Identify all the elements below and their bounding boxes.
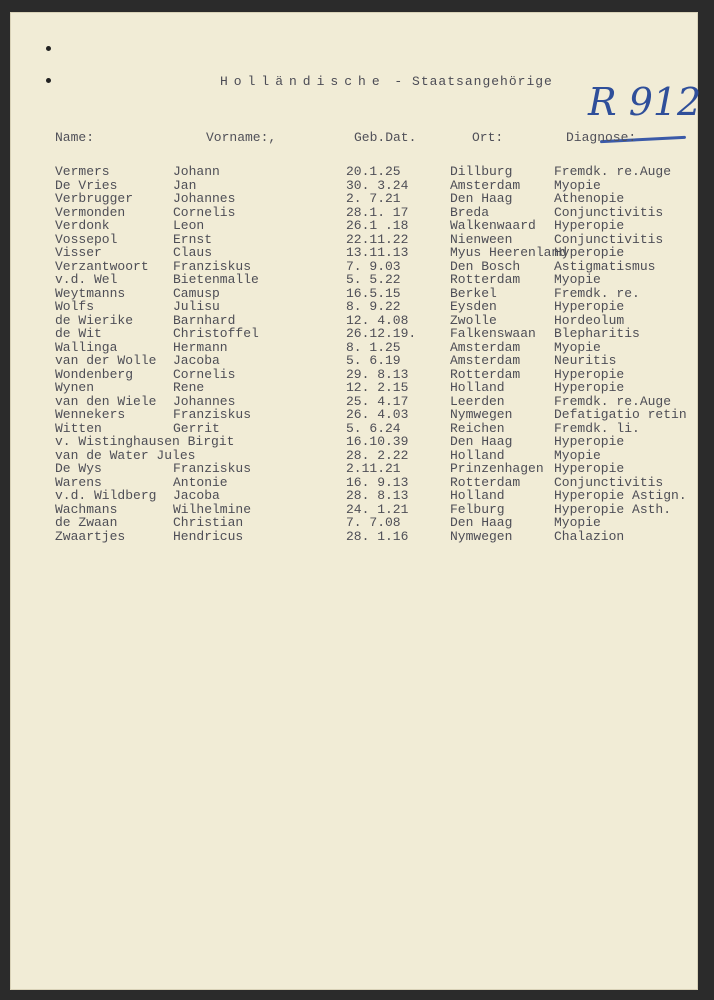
cell-name: Wallinga	[55, 339, 118, 355]
cell-name: Witten	[55, 420, 102, 436]
cell-diagnose: Chalazion	[554, 528, 625, 544]
punch-hole	[46, 78, 51, 83]
list-item	[10, 165, 698, 179]
cell-vorname: Rene	[173, 380, 205, 395]
cell-diagnose: Myopie	[554, 339, 601, 355]
cell-name: Vossepol	[55, 231, 118, 247]
cell-ort: Den Haag	[450, 434, 513, 449]
cell-diagnose: Myopie	[554, 515, 601, 530]
header-date: Geb.Dat.	[354, 130, 417, 145]
cell-vorname: Julisu	[173, 299, 220, 314]
list-item	[10, 435, 698, 449]
list-item	[10, 462, 698, 476]
cell-name: Zwaartjes	[55, 528, 126, 544]
cell-diagnose: Myopie	[554, 177, 601, 193]
cell-name: Wennekers	[55, 407, 126, 422]
cell-date: 16. 9.13	[346, 474, 409, 490]
cell-ort: Rotterdam	[450, 474, 521, 490]
cell-ort: Breda	[450, 204, 490, 220]
cell-date: 26.1 .18	[346, 218, 409, 233]
cell-ort: Rotterdam	[450, 272, 521, 287]
cell-ort: Leerden	[450, 393, 505, 409]
cell-diagnose: Conjunctivitis	[554, 204, 664, 220]
cell-diagnose: Astigmatismus	[554, 258, 656, 274]
cell-vorname: Barnhard	[173, 312, 236, 328]
cell-diagnose: Fremdk. li.	[554, 420, 640, 436]
cell-date: 22.11.22	[346, 231, 409, 247]
cell-date: 28. 8.13	[346, 488, 409, 503]
list-item	[10, 530, 698, 544]
cell-name: Visser	[55, 245, 102, 260]
cell-name: Verdonk	[55, 218, 110, 233]
cell-diagnose: Hyperopie	[554, 380, 625, 395]
cell-ort: Holland	[450, 380, 505, 395]
cell-vorname: Franziskus	[173, 407, 252, 422]
cell-date: 25. 4.17	[346, 393, 409, 409]
cell-name: v.d. Wel	[55, 272, 118, 287]
cell-diagnose: Hyperopie Asth.	[554, 501, 672, 517]
cell-ort: Amsterdam	[450, 339, 521, 355]
cell-name: De Vries	[55, 177, 118, 193]
cell-date: 28. 1.16	[346, 528, 409, 544]
cell-diagnose: Hyperopie	[554, 299, 625, 314]
cell-vorname: Claus	[173, 245, 213, 260]
cell-vorname: Hermann	[173, 339, 228, 355]
cell-date: 24. 1.21	[346, 501, 409, 517]
cell-name: Vermonden	[55, 204, 126, 220]
cell-ort: Nymwegen	[450, 528, 513, 544]
cell-diagnose: Hordeolum	[554, 312, 625, 328]
cell-name: van den Wiele	[55, 393, 157, 409]
cell-vorname: Jan	[173, 177, 197, 193]
punch-hole	[46, 46, 51, 51]
header-vorname: Vorname:,	[206, 130, 277, 145]
cell-ort: Berkel	[450, 285, 497, 301]
cell-name: van de Water Jules	[55, 447, 196, 463]
cell-name: Wolfs	[55, 299, 95, 314]
cell-diagnose: Myopie	[554, 272, 601, 287]
cell-diagnose: Fremdk. re.Auge	[554, 393, 672, 409]
list-item	[10, 246, 698, 260]
cell-date: 5. 5.22	[346, 272, 401, 287]
cell-diagnose: Conjunctivitis	[554, 474, 664, 490]
cell-name: De Wys	[55, 461, 102, 476]
list-item	[10, 273, 698, 287]
cell-diagnose: Hyperopie	[554, 461, 625, 476]
cell-vorname: Franziskus	[173, 258, 252, 274]
cell-date: 26.12.19.	[346, 326, 417, 341]
cell-vorname: Cornelis	[173, 204, 236, 220]
cell-date: 7. 7.08	[346, 515, 401, 530]
cell-date: 28.1. 17	[346, 204, 409, 220]
cell-ort: Eysden	[450, 299, 497, 314]
cell-vorname: Cornelis	[173, 366, 236, 382]
cell-vorname: Johannes	[173, 393, 236, 409]
cell-ort: Nymwegen	[450, 407, 513, 422]
list-item	[10, 219, 698, 233]
cell-name: de Wierike	[55, 312, 134, 328]
cell-diagnose: Athenopie	[554, 191, 625, 206]
cell-name: Vermers	[55, 164, 110, 179]
cell-vorname: Jacoba	[173, 353, 220, 368]
cell-vorname: Johannes	[173, 191, 236, 206]
cell-diagnose: Fremdk. re.Auge	[554, 164, 672, 179]
cell-vorname: Johann	[173, 164, 220, 179]
cell-ort: Den Haag	[450, 515, 513, 530]
cell-date: 16.5.15	[346, 285, 401, 301]
cell-vorname: Gerrit	[173, 420, 220, 436]
cell-diagnose: Hyperopie	[554, 218, 625, 233]
cell-name: van der Wolle	[55, 353, 157, 368]
list-item	[10, 408, 698, 422]
header-diagnose: Diagnose:	[566, 130, 637, 145]
list-item	[10, 516, 698, 530]
cell-vorname: Wilhelmine	[173, 501, 252, 517]
cell-date: 26. 4.03	[346, 407, 409, 422]
cell-date: 2.11.21	[346, 461, 401, 476]
cell-diagnose: Conjunctivitis	[554, 231, 664, 247]
cell-vorname: Bietenmalle	[173, 272, 259, 287]
cell-name: Verzantwoort	[55, 258, 149, 274]
cell-date: 5. 6.24	[346, 420, 401, 436]
list-item	[10, 327, 698, 341]
cell-vorname: Christoffel	[173, 326, 259, 341]
cell-vorname: Ernst	[173, 231, 213, 247]
cell-vorname: Camusp	[173, 285, 220, 301]
header-name: Name:	[55, 130, 95, 145]
cell-diagnose: Defatigatio retin	[554, 407, 687, 422]
cell-date: 5. 6.19	[346, 353, 401, 368]
cell-name: Weytmanns	[55, 285, 126, 301]
cell-ort: Den Haag	[450, 191, 513, 206]
cell-date: 12. 2.15	[346, 380, 409, 395]
document-page	[10, 12, 702, 990]
cell-ort: Prinzenhagen	[450, 461, 544, 476]
cell-ort: Felburg	[450, 501, 505, 517]
cell-ort: Holland	[450, 488, 505, 503]
cell-ort: Holland	[450, 447, 505, 463]
cell-date: 16.10.39	[346, 434, 409, 449]
cell-vorname: Franziskus	[173, 461, 252, 476]
list-item	[10, 381, 698, 395]
document-title: Holländische - Staatsangehörige	[220, 74, 553, 89]
cell-vorname: Antonie	[173, 474, 228, 490]
cell-ort: Dillburg	[450, 164, 513, 179]
cell-vorname: Christian	[173, 515, 244, 530]
cell-ort: Nienween	[450, 231, 513, 247]
cell-date: 13.11.13	[346, 245, 409, 260]
cell-date: 29. 8.13	[346, 366, 409, 382]
cell-ort: Myus Heerenland	[450, 245, 568, 260]
cell-date: 8. 9.22	[346, 299, 401, 314]
list-item	[10, 489, 698, 503]
cell-diagnose: Blepharitis	[554, 326, 640, 341]
cell-date: 30. 3.24	[346, 177, 409, 193]
cell-ort: Rotterdam	[450, 366, 521, 382]
cell-date: 7. 9.03	[346, 258, 401, 274]
cell-ort: Reichen	[450, 420, 505, 436]
cell-ort: Walkenwaard	[450, 218, 536, 233]
cell-diagnose: Hyperopie	[554, 366, 625, 382]
cell-date: 2. 7.21	[346, 191, 401, 206]
cell-name: v.d. Wildberg	[55, 488, 157, 503]
cell-date: 12. 4.08	[346, 312, 409, 328]
cell-diagnose: Hyperopie Astign.	[554, 488, 687, 503]
cell-name: Wondenberg	[55, 366, 134, 382]
cell-name: v. Wistinghausen Birgit	[55, 434, 235, 449]
cell-diagnose: Neuritis	[554, 353, 617, 368]
cell-name: Wachmans	[55, 501, 118, 517]
cell-ort: Amsterdam	[450, 353, 521, 368]
cell-name: de Zwaan	[55, 515, 118, 530]
cell-name: de Wit	[55, 326, 102, 341]
cell-diagnose: Myopie	[554, 447, 601, 463]
list-item	[10, 354, 698, 368]
cell-name: Wynen	[55, 380, 95, 395]
cell-date: 8. 1.25	[346, 339, 401, 355]
cell-diagnose: Hyperopie	[554, 434, 625, 449]
archive-stamp: R 912	[588, 80, 702, 124]
header-ort: Ort:	[472, 130, 504, 145]
cell-ort: Zwolle	[450, 312, 497, 328]
cell-vorname: Leon	[173, 218, 205, 233]
cell-date: 20.1.25	[346, 164, 401, 179]
cell-date: 28. 2.22	[346, 447, 409, 463]
cell-name: Warens	[55, 474, 102, 490]
cell-vorname: Hendricus	[173, 528, 244, 544]
list-item	[10, 300, 698, 314]
cell-ort: Amsterdam	[450, 177, 521, 193]
cell-vorname: Jacoba	[173, 488, 220, 503]
cell-ort: Falkenswaan	[450, 326, 536, 341]
cell-name: Verbrugger	[55, 191, 134, 206]
cell-ort: Den Bosch	[450, 258, 521, 274]
cell-diagnose: Fremdk. re.	[554, 285, 640, 301]
list-item	[10, 192, 698, 206]
cell-diagnose: Hyperopie	[554, 245, 625, 260]
